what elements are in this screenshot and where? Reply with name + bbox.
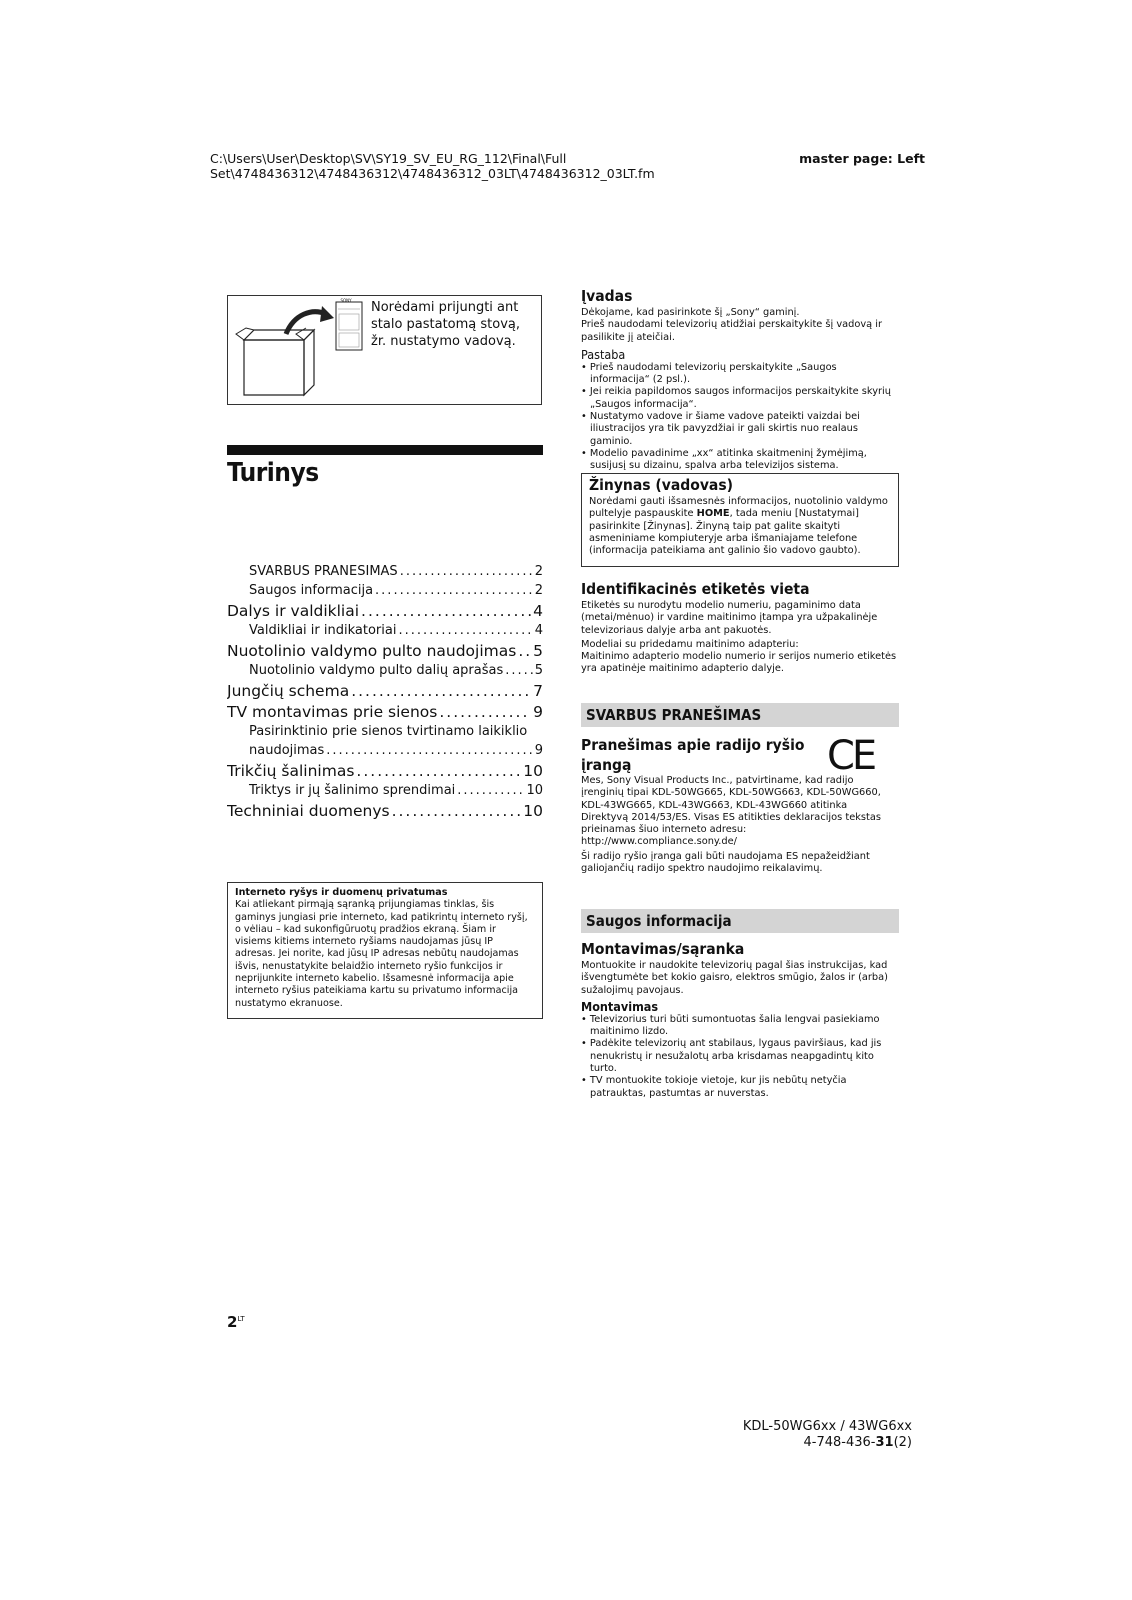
master-page-label: master page: Left bbox=[799, 151, 925, 166]
toc-item[interactable]: Trikčių šalinimas ..... 10 bbox=[227, 762, 543, 783]
help-guide-text: Norėdami gauti išsamesnės informacijos, nuotolinio valdymo pultelyje paspauskite HOME, tada meniu [Nustatymai] pasirinkite [Žinynas]. Žinyną taip pat galite skaityti asmeniniame kompiuteryje arba išmaniajame telefone (informacija pateikiama ant galinio šio vadovo gaubto). bbox=[589, 496, 888, 557]
note-bullet: • Prieš naudodami televizorių perskaitykite „Saugos informacija“ (2 psl.). bbox=[581, 361, 837, 386]
note-bullet: • Jei reikia papildomos saugos informacijos perskaitykite skyrių „Saugos informacija“. bbox=[581, 386, 891, 410]
toc-item[interactable]: TV montavimas prie sienos ..... 9 bbox=[227, 703, 543, 724]
toc-item[interactable]: Nuotolinio valdymo pulto dalių aprašas ..... 5 bbox=[227, 663, 543, 682]
notice-section bbox=[581, 703, 899, 875]
ce-mark-icon: CE bbox=[827, 733, 875, 779]
model-name: KDL-50WG6xx / 43WG6xx bbox=[742, 1419, 912, 1434]
note-bullet: • Nustatymo vadove ir šiame vadove pateikti vaizdai bei iliustracijos yra tik pavyzdžiai ir gali skirtis nuo realaus gaminio. bbox=[581, 411, 860, 447]
safety-section bbox=[581, 909, 899, 1100]
radio-notice-title: Pranešimas apie radijo ryšio įrangą bbox=[581, 736, 805, 774]
notice-band: SVARBUS PRANEŠIMAS bbox=[581, 703, 899, 727]
file-path-line1: C:\Users\User\Desktop\SV\SY19_SV_EU_RG_112\Final\Full bbox=[210, 151, 567, 166]
file-path bbox=[210, 151, 655, 181]
toc-item[interactable]: Valdikliai ir indikatoriai ..... 4 bbox=[227, 623, 543, 642]
safety-title: Montavimas/sąranka bbox=[581, 940, 745, 958]
label-p3: Maitinimo adapterio modelio numerio ir serijos numerio etiketės yra apatinėje maitinimo adapterio dalyje. bbox=[581, 651, 897, 675]
stand-callout-text: Norėdami prijungti ant stalo pastatomą stovą, žr. nustatymo vadovą. bbox=[371, 300, 521, 349]
label-p2: Modeliai su pridedamu maitinimo adapteriu: bbox=[581, 638, 799, 650]
radio-notice-p2: Ši radijo ryšio įranga gali būti naudojama ES nepažeidžiant galiojančių radijo spektro naudojimo reikalavimų. bbox=[581, 850, 870, 875]
label-title: Identifikacinės etiketės vieta bbox=[581, 580, 810, 598]
installation-bullet: • TV montuokite tokioje vietoje, kur jis nebūtų netyčia patrauktas, pastumtas ar nuverstas. bbox=[581, 1075, 847, 1099]
toc-item[interactable]: SVARBUS PRANEŠIMAS ..... 2 bbox=[227, 564, 543, 583]
installation-bullet: • Padėkite televizorių ant stabilaus, lygaus paviršiaus, kad jis nenukristų ir nesužalotų arba krisdamas neapgadintų kito turto. bbox=[581, 1038, 882, 1075]
toc-item[interactable]: Triktys ir jų šalinimo sprendimai ..... 10 bbox=[227, 783, 543, 802]
toc-item[interactable]: Dalys ir valdikliai ..... 4 bbox=[227, 602, 543, 623]
toc-title: Turinys bbox=[227, 458, 319, 488]
note-title: Pastaba bbox=[581, 346, 626, 362]
radio-notice bbox=[581, 735, 899, 875]
toc-title-bar bbox=[227, 445, 543, 455]
toc-item[interactable]: Jungčių schema ..... 7 bbox=[227, 682, 543, 703]
toc-item[interactable]: Nuotolinio valdymo pulto naudojimas ..... 5 bbox=[227, 642, 543, 663]
help-guide-title: Žinynas (vadovas) bbox=[589, 476, 734, 494]
part-number: 4-748-436-31(2) bbox=[803, 1435, 912, 1450]
table-of-contents bbox=[227, 564, 543, 823]
note-bullet: • Modelio pavadinime „xx“ atitinka skaitmeninį žymėjimą, susijusį su dizainu, spalva arba televizijos sistema. bbox=[581, 447, 867, 472]
safety-p1: Montuokite ir naudokite televizorių pagal šias instrukcijas, kad išvengtumėte bet kokio gaisro, elektros smūgio, žalos ir (arba) sužalojimų pavojaus. bbox=[581, 960, 888, 996]
toc-item[interactable]: Saugos informacija ..... 2 bbox=[227, 583, 543, 602]
radio-notice-p1: Mes, Sony Visual Products Inc., patvirtiname, kad radijo įrenginių tipai KDL-50WG665, KDL-50WG663, KDL-50WG660, KDL-43WG665, KDL-43WG663, KDL-43WG660 atitinka Direktyvą 2014/53/ES. Visas ES atitikties deklaracijos tekstas prieinamas šiuo interneto adresu: http://www.compliance.sony.de/ bbox=[581, 775, 881, 848]
installation-subtitle: Montavimas bbox=[581, 998, 659, 1014]
privacy-body: Kai atliekant pirmąją sąranką prijungiamas tinklas, šis gaminys jungiasi prie interneto, kad patikrintų interneto ryšį, o vėliau – kad sukonfigūruotų pradžios ekraną. Šiam ir visiems kitiems interneto ryšiams naudojamas jūsų IP adresas. Jei norite, kad jūsų IP adresas nebūtų naudojamas išvis, nenustatykite belaidžio interneto ryšio funkcijos ir neprijunkite interneto kabelio. Išsamesnė informacija apie interneto ryšius pateikiama kartu su privatumo informacija nustatymo ekranuose. bbox=[235, 899, 528, 1009]
model-info bbox=[700, 1419, 912, 1451]
installation-bullet: • Televizorius turi būti sumontuotas šalia lengvai pasiekiamo maitinimo lizdo. bbox=[581, 1013, 880, 1038]
intro-section bbox=[581, 287, 899, 473]
sony-logo: SONY bbox=[340, 298, 352, 303]
page-number: $2^{LT}$ bbox=[227, 1313, 245, 1331]
intro-p1: Dėkojame, kad pasirinkote šį „Sony“ gaminį. bbox=[581, 307, 800, 318]
file-path-line2: Set\4748436312\4748436312\4748436312_03LT\4748436312_03LT.fm bbox=[210, 166, 655, 181]
toc-item[interactable]: Pasirinktinio prie sienos tvirtinamo laikiklio bbox=[249, 724, 528, 739]
privacy-box bbox=[227, 882, 543, 1019]
privacy-heading: Interneto ryšys ir duomenų privatumas bbox=[235, 887, 448, 898]
label-p1: Etiketės su nurodytu modelio numeriu, pagaminimo data (metai/mėnuo) ir vardine maitinimo įtampa yra užpakalinėje televizoriaus dalyje arba ant pakuotės. bbox=[581, 600, 878, 636]
toc-item[interactable]: Techniniai duomenys ..... 10 bbox=[227, 802, 543, 823]
intro-p2: Prieš naudodami televizorių atidžiai perskaitykite šį vadovą ir pasilikite jį ateičiai. bbox=[581, 319, 883, 343]
intro-title: Įvadas bbox=[581, 287, 633, 305]
label-section bbox=[581, 580, 899, 676]
stand-callout-box bbox=[227, 295, 542, 405]
safety-band: Saugos informacija bbox=[581, 909, 899, 933]
toc-item[interactable]: naudojimas ..... 9 bbox=[227, 743, 543, 762]
help-guide-box bbox=[581, 473, 899, 567]
tv-box-illustration-icon bbox=[234, 300, 364, 400]
